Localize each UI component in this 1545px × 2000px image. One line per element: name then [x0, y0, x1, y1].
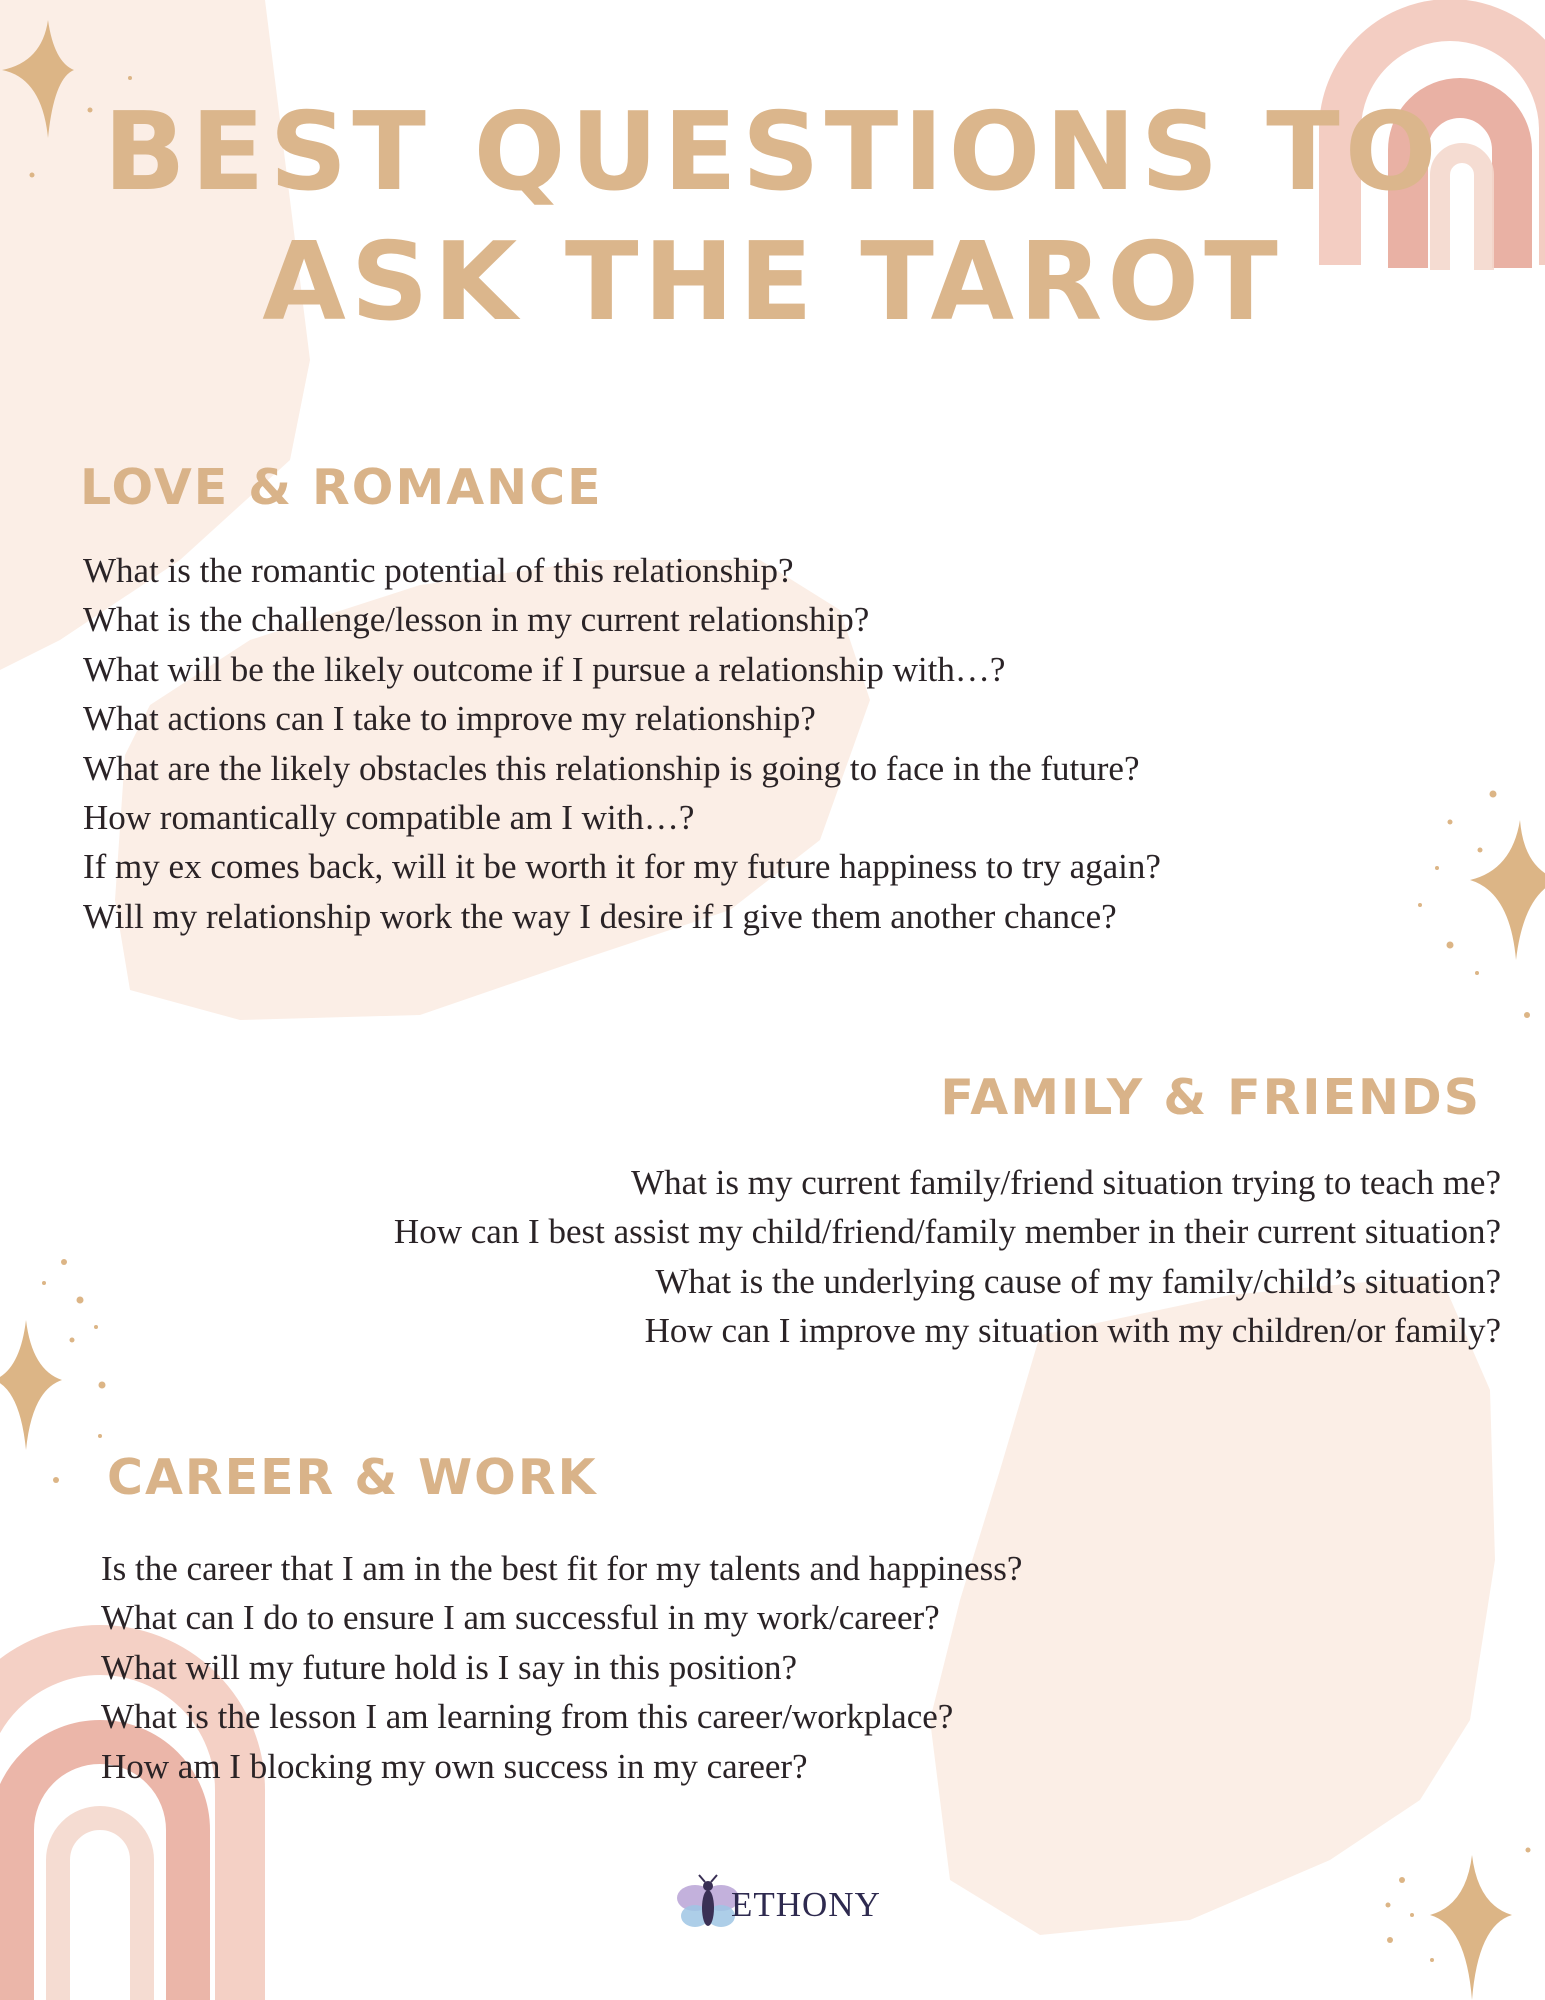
question-list-love	[83, 546, 1161, 941]
list-item: What is the lesson I am learning from this career/workplace?	[101, 1697, 954, 1737]
list-item: What will be the likely outcome if I pursue a relationship with…?	[83, 649, 1006, 689]
page-title	[0, 88, 1545, 348]
page-title-line-1: BEST QUESTIONS TO	[103, 90, 1442, 215]
list-item: What is the challenge/lesson in my current relationship?	[83, 600, 870, 640]
list-item: What is the romantic potential of this relationship?	[83, 551, 794, 590]
section-heading-career: CAREER & WORK	[107, 1449, 598, 1506]
list-item: What is my current family/friend situation trying to teach me?	[631, 1163, 1501, 1202]
section-heading-family: FAMILY & FRIENDS	[940, 1069, 1481, 1126]
sparkle-icon	[1470, 820, 1545, 960]
list-item: What will my future hold is I say in this position?	[101, 1647, 798, 1687]
list-item: What actions can I take to improve my relationship?	[83, 699, 816, 739]
list-item: What can I do to ensure I am successful in my work/career?	[101, 1598, 940, 1638]
list-item: Will my relationship work the way I desire if I give them another chance?	[83, 896, 1117, 936]
list-item: What are the likely obstacles this relationship is going to face in the future?	[83, 748, 1140, 788]
list-item: How can I improve my situation with my children/or family?	[644, 1311, 1501, 1351]
brand-logo	[673, 1872, 881, 1938]
list-item: What is the underlying cause of my family/child’s situation?	[655, 1261, 1501, 1301]
list-item: How am I blocking my own success in my career?	[101, 1746, 808, 1786]
sparkle-icon	[1430, 1855, 1512, 2000]
question-list-family	[394, 1158, 1501, 1356]
logo-text: ETHONY	[731, 1885, 881, 1924]
question-list-career	[101, 1544, 1022, 1791]
list-item: How can I best assist my child/friend/family member in their current situation?	[393, 1212, 1501, 1252]
list-item: How romantically compatible am I with…?	[83, 798, 695, 838]
page-title-line-2: ASK THE TAROT	[262, 220, 1283, 345]
sparkle-icon	[0, 1320, 62, 1450]
list-item: If my ex comes back, will it be worth it for my future happiness to try again?	[83, 847, 1161, 887]
section-heading-love: LOVE & ROMANCE	[80, 459, 603, 516]
list-item: Is the career that I am in the best fit for my talents and happiness?	[101, 1549, 1023, 1588]
